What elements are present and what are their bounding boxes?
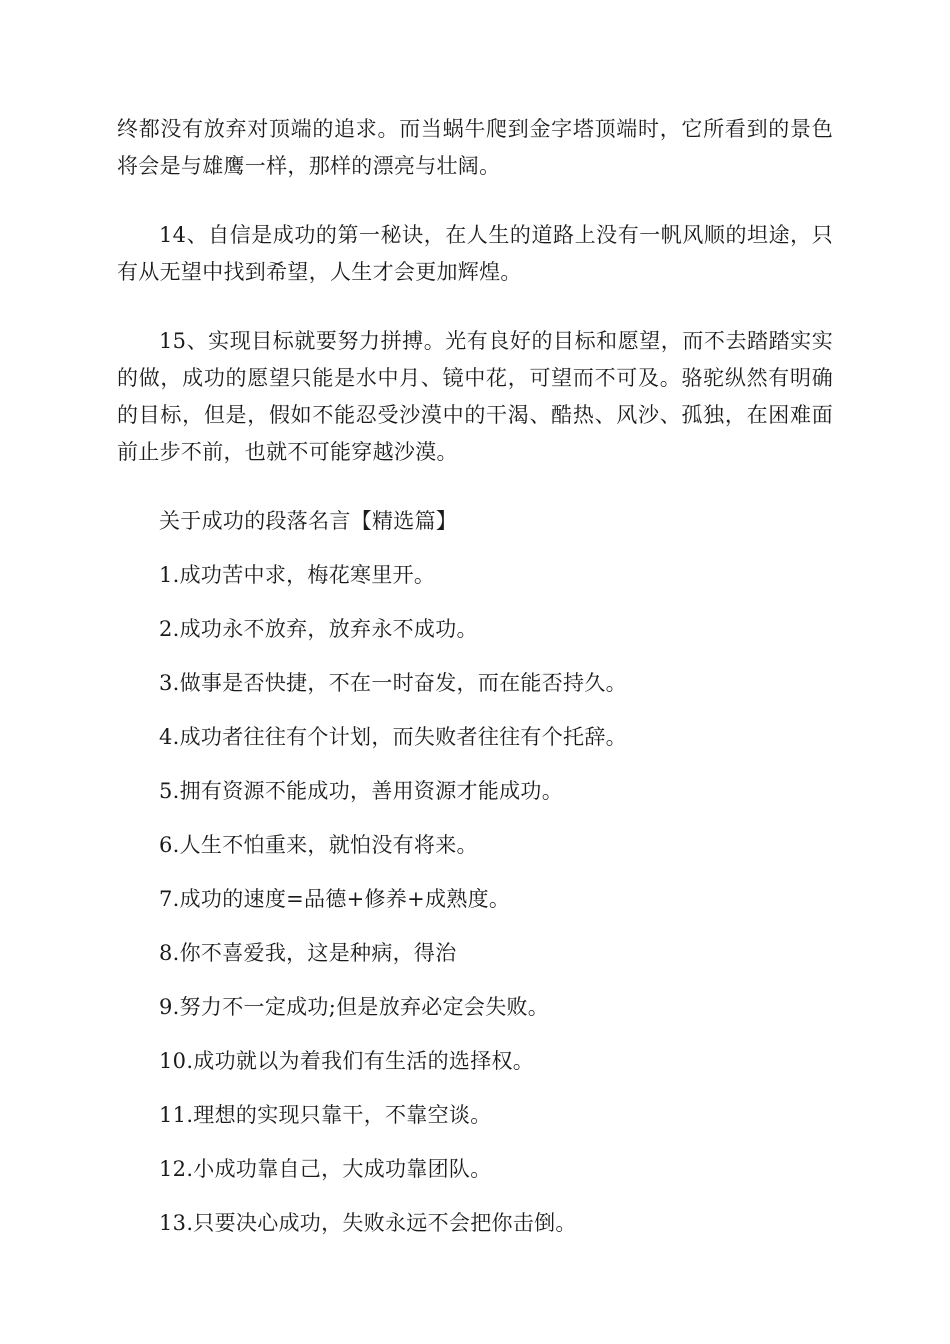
paragraph-item-14: 14、自信是成功的第一秘诀，在人生的道路上没有一帆风顺的坦途，只有从无望中找到希望，人生才会更加辉煌。 (117, 223, 833, 284)
list-item: 2.成功永不放弃，放弃永不成功。 (159, 617, 478, 641)
list-item: 12.小成功靠自己，大成功靠团队。 (159, 1157, 492, 1181)
list-item: 5.拥有资源不能成功，善用资源才能成功。 (159, 779, 564, 803)
document-page (117, 111, 833, 1238)
list-item: 13.只要决心成功，失败永远不会把你击倒。 (159, 1211, 577, 1235)
list-item: 7.成功的速度=品德+修养+成熟度。 (159, 887, 511, 911)
section-heading: 关于成功的段落名言【精选篇】 (159, 509, 458, 533)
paragraph-item-15: 15、实现目标就要努力拼搏。光有良好的目标和愿望，而不去踏踏实实的做，成功的愿望只能是水中月、镜中花，可望而不可及。骆驼纵然有明确的目标，但是，假如不能忍受沙漠中的干渴、酷热、风沙、孤独，在困难面前止步不前，也就不可能穿越沙漠。 (117, 329, 833, 464)
paragraph-continuation: 终都没有放弃对顶端的追求。而当蜗牛爬到金字塔顶端时，它所看到的景色将会是与雄鹰一样，那样的漂亮与壮阔。 (117, 117, 833, 178)
list-item: 6.人生不怕重来，就怕没有将来。 (159, 833, 478, 857)
list-item: 9.努力不一定成功;但是放弃必定会失败。 (159, 995, 550, 1019)
list-item: 11.理想的实现只靠干，不靠空谈。 (159, 1103, 492, 1127)
list-item: 8.你不喜爱我，这是种病，得治 (159, 941, 457, 965)
quote-list (117, 560, 833, 1238)
list-item: 3.做事是否快捷，不在一时奋发，而在能否持久。 (159, 671, 627, 695)
list-item: 4.成功者往往有个计划，而失败者往往有个托辞。 (159, 725, 627, 749)
list-item: 1.成功苦中求，梅花寒里开。 (159, 563, 436, 587)
list-item: 10.成功就以为着我们有生活的选择权。 (159, 1049, 535, 1073)
